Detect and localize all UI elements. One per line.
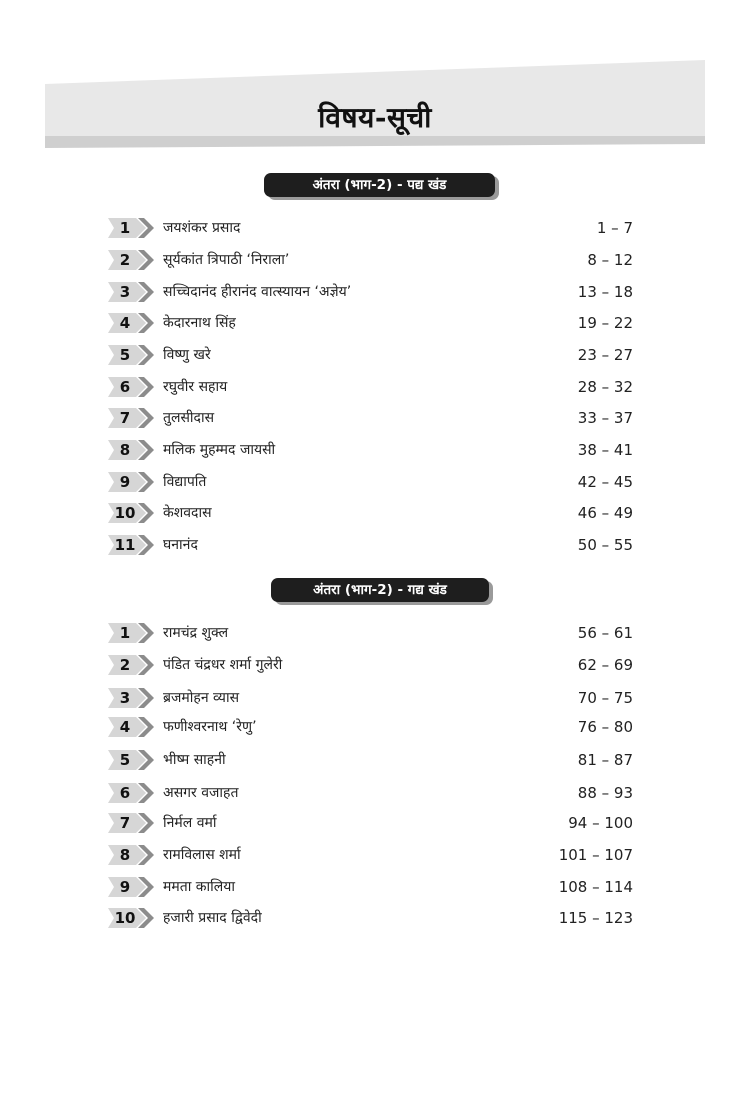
chapter-number-badge <box>108 906 154 930</box>
chapter-title: पंडित चंद्रधर शर्मा गुलेरी <box>163 657 283 673</box>
chapter-number: 8 <box>119 846 131 864</box>
toc-row <box>108 875 633 899</box>
toc-row <box>108 748 633 772</box>
toc-row <box>108 811 633 835</box>
toc-row <box>108 686 633 710</box>
chapter-number: 11 <box>114 536 136 554</box>
page-range: 38 – 41 <box>577 441 633 459</box>
page-range: 115 – 123 <box>558 909 633 927</box>
toc-row <box>108 533 633 557</box>
toc-row <box>108 248 633 272</box>
page-range: 56 – 61 <box>577 624 633 642</box>
toc-row <box>108 280 633 304</box>
chapter-number: 7 <box>119 409 131 427</box>
chapter-number-badge <box>108 311 154 335</box>
chapter-number: 5 <box>119 346 131 364</box>
toc-row <box>108 343 633 367</box>
chapter-title: घनानंद <box>163 537 198 553</box>
chapter-number-badge <box>108 811 154 835</box>
chapter-title: विष्णु खरे <box>163 347 211 363</box>
page-range: 13 – 18 <box>577 283 633 301</box>
chapter-number: 5 <box>119 751 131 769</box>
chapter-title: जयशंकर प्रसाद <box>163 220 241 236</box>
chapter-number: 4 <box>119 718 131 736</box>
page-range: 23 – 27 <box>577 346 633 364</box>
chapter-title: असगर वजाहत <box>163 785 239 801</box>
toc-row <box>108 906 633 930</box>
chapter-number: 3 <box>119 283 131 301</box>
chapter-title: हजारी प्रसाद द्विवेदी <box>163 910 262 926</box>
chapter-number: 2 <box>119 656 131 674</box>
chapter-number: 9 <box>119 473 131 491</box>
page-range: 46 – 49 <box>577 504 633 522</box>
chapter-title: ब्रजमोहन व्यास <box>163 690 240 706</box>
chapter-number-badge <box>108 216 154 240</box>
section-heading-gadya: अंतरा (भाग-2) - गद्य खंड <box>271 578 489 602</box>
page-range: 19 – 22 <box>577 314 633 332</box>
chapter-title: मलिक मुहम्मद जायसी <box>163 442 276 458</box>
page-range: 50 – 55 <box>577 536 633 554</box>
chapter-number-badge <box>108 343 154 367</box>
page-range: 62 – 69 <box>577 656 633 674</box>
chapter-number-badge <box>108 748 154 772</box>
page-range: 1 – 7 <box>596 219 633 237</box>
chapter-number-badge <box>108 501 154 525</box>
chapter-number: 1 <box>119 624 131 642</box>
chapter-number-badge <box>108 280 154 304</box>
chapter-title: सूर्यकांत त्रिपाठी ‘निराला’ <box>163 252 290 268</box>
chapter-title: केदारनाथ सिंह <box>163 315 236 331</box>
chapter-title: रघुवीर सहाय <box>163 379 228 395</box>
toc-row <box>108 311 633 335</box>
toc-row <box>108 843 633 867</box>
chapter-title: केशवदास <box>163 505 212 521</box>
page-range: 94 – 100 <box>568 814 633 832</box>
toc-row <box>108 621 633 645</box>
chapter-number: 7 <box>119 814 131 832</box>
chapter-title: सच्चिदानंद हीरानंद वात्स्यायन ‘अज्ञेय’ <box>163 284 352 300</box>
toc-row <box>108 715 633 739</box>
toc-row <box>108 470 633 494</box>
page-title: विषय-सूची <box>318 101 432 134</box>
chapter-number: 10 <box>114 909 136 927</box>
chapter-number-badge <box>108 438 154 462</box>
chapter-number: 10 <box>114 504 136 522</box>
page-range: 28 – 32 <box>577 378 633 396</box>
chapter-number-badge <box>108 653 154 677</box>
chapter-title: भीष्म साहनी <box>163 752 226 768</box>
chapter-title: रामचंद्र शुक्ल <box>163 625 229 641</box>
page-range: 70 – 75 <box>577 689 633 707</box>
chapter-title: तुलसीदास <box>163 410 215 426</box>
page-range: 108 – 114 <box>558 878 633 896</box>
toc-row <box>108 216 633 240</box>
chapter-number: 4 <box>119 314 131 332</box>
chapter-title: विद्यापति <box>163 474 207 490</box>
chapter-title: फणीश्वरनाथ ‘रेणु’ <box>163 719 257 735</box>
chapter-number: 6 <box>119 784 131 802</box>
page-range: 88 – 93 <box>577 784 633 802</box>
chapter-number-badge <box>108 375 154 399</box>
page-range: 81 – 87 <box>577 751 633 769</box>
chapter-number-badge <box>108 843 154 867</box>
chapter-number-badge <box>108 621 154 645</box>
toc-row <box>108 501 633 525</box>
chapter-number-badge <box>108 248 154 272</box>
chapter-number-badge <box>108 533 154 557</box>
chapter-number-badge <box>108 781 154 805</box>
chapter-number: 3 <box>119 689 131 707</box>
page-range: 33 – 37 <box>577 409 633 427</box>
chapter-title: रामविलास शर्मा <box>163 847 241 863</box>
chapter-number-badge <box>108 686 154 710</box>
section-heading-padya: अंतरा (भाग-2) - पद्य खंड <box>264 173 495 197</box>
chapter-number-badge <box>108 470 154 494</box>
chapter-number: 6 <box>119 378 131 396</box>
toc-row <box>108 781 633 805</box>
chapter-title: ममता कालिया <box>163 879 236 895</box>
chapter-number: 9 <box>119 878 131 896</box>
chapter-number: 1 <box>119 219 131 237</box>
page-range: 76 – 80 <box>577 718 633 736</box>
chapter-number-badge <box>108 715 154 739</box>
chapter-number: 8 <box>119 441 131 459</box>
chapter-title: निर्मल वर्मा <box>163 815 217 831</box>
page-range: 8 – 12 <box>587 251 633 269</box>
page-range: 42 – 45 <box>577 473 633 491</box>
page-range: 101 – 107 <box>558 846 633 864</box>
toc-row <box>108 653 633 677</box>
chapter-number-badge <box>108 406 154 430</box>
toc-row <box>108 438 633 462</box>
chapter-number: 2 <box>119 251 131 269</box>
chapter-number-badge <box>108 875 154 899</box>
toc-row <box>108 375 633 399</box>
toc-row <box>108 406 633 430</box>
